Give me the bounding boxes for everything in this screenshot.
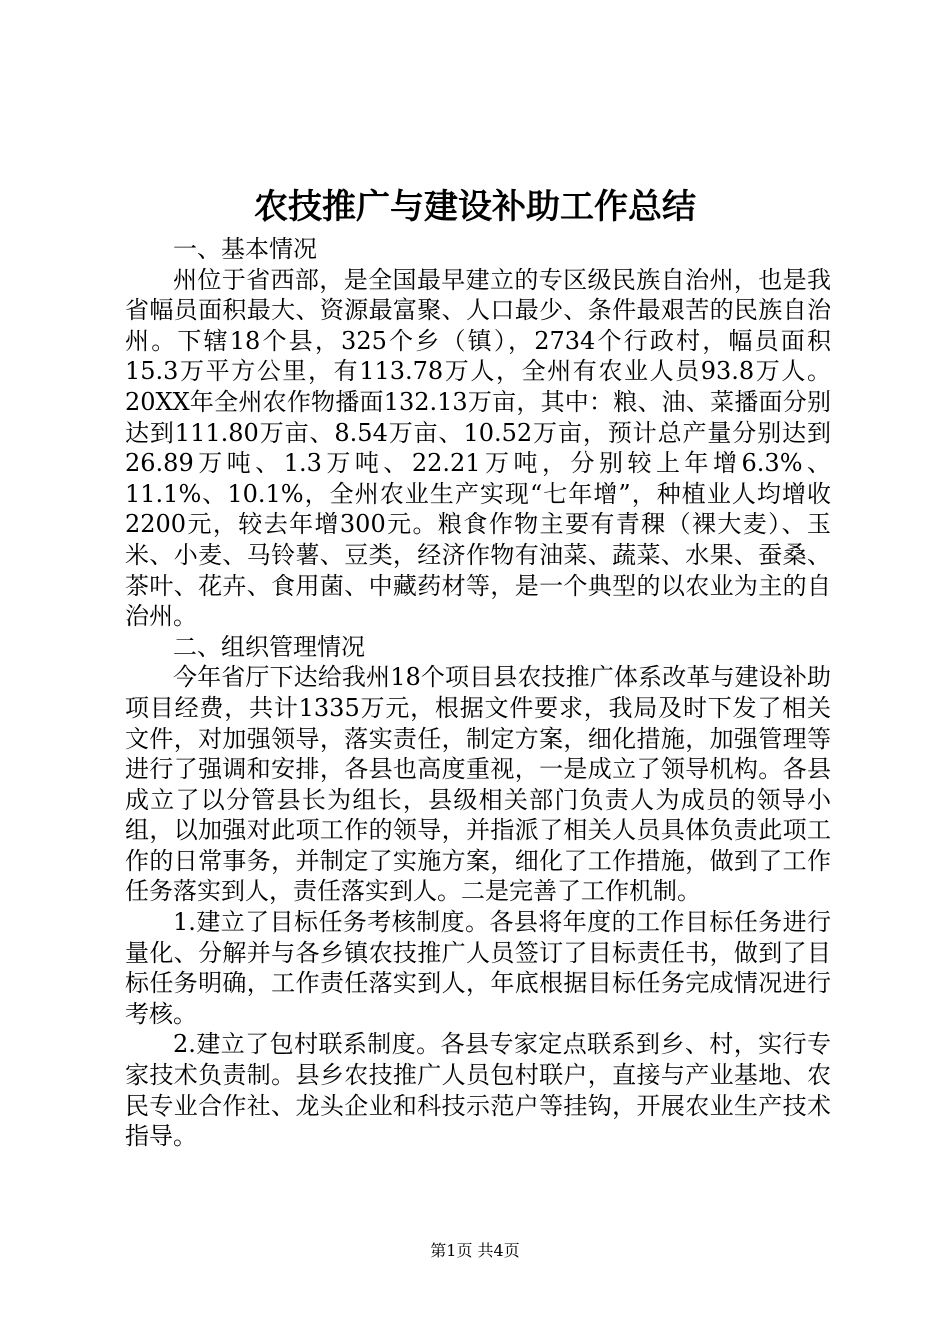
paragraph-item-2: 2.建立了包村联系制度。各县专家定点联系到乡、村，实行专家技术负责制。县乡农技推广人员包村联户，直接与产业基地、农民专业合作社、龙头企业和科技示范户等挂钩，开展农业生产技术指导。: [125, 1030, 831, 1151]
page-footer: 第1页 共4页: [430, 1241, 520, 1260]
section-heading-basic: 一、基本情况: [173, 235, 317, 263]
section-heading-organization: 二、组织管理情况: [173, 632, 365, 661]
document-body: [125, 234, 831, 1152]
document-title: 农技推广与建设补助工作总结: [254, 187, 696, 227]
paragraph-organization: 今年省厅下达给我州18个项目县农技推广体系改革与建设补助项目经费，共计1335万元，根据文件要求，我局及时下发了相关文件，对加强领导，落实责任，制定方案，细化措施，加强管理等进行了强调和安排，各县也高度重视，一是成立了领导机构。各县成立了以分管县长为组长，县级相关部门负责人为成员的领导小组，以加强对此项工作的领导，并指派了相关人员具体负责此项工作的日常事务，并制定了实施方案，细化了工作措施，做到了工作任务落实到人，责任落实到人。二是完善了工作机制。: [125, 663, 831, 906]
paragraph-item-1: 1.建立了目标任务考核制度。各县将年度的工作目标任务进行量化、分解并与各乡镇农技推广人员签订了目标责任书，做到了目标任务明确，工作责任落实到人，年底根据目标任务完成情况进行考核。: [125, 908, 831, 1028]
paragraph-basic-situation: 州位于省西部，是全国最早建立的专区级民族自治州，也是我省幅员面积最大、资源最富聚、人口最少、条件最艰苦的民族自治州。下辖18个县，325个乡（镇），2734个行政村，幅员面积15.3万平方公里，有113.78万人，全州有农业人员93.8万人。20XX年全州农作物播面132.13万亩，其中：粮、油、菜播面分别达到111.80万亩、8.54万亩、10.52万亩，预计总产量分别达到26.89万吨、1.3万吨、22.21万吨，分别较上年增6.3%、11.1%、10.1%，全州农业生产实现“七年增”，种植业人均增收2200元，较去年增300元。粮食作物主要有青稞（裸大麦）、玉米、小麦、马铃薯、豆类，经济作物有油菜、蔬菜、水果、蚕桑、茶叶、花卉、食用菌、中藏药材等，是一个典型的以农业为主的自治州。: [125, 265, 831, 631]
